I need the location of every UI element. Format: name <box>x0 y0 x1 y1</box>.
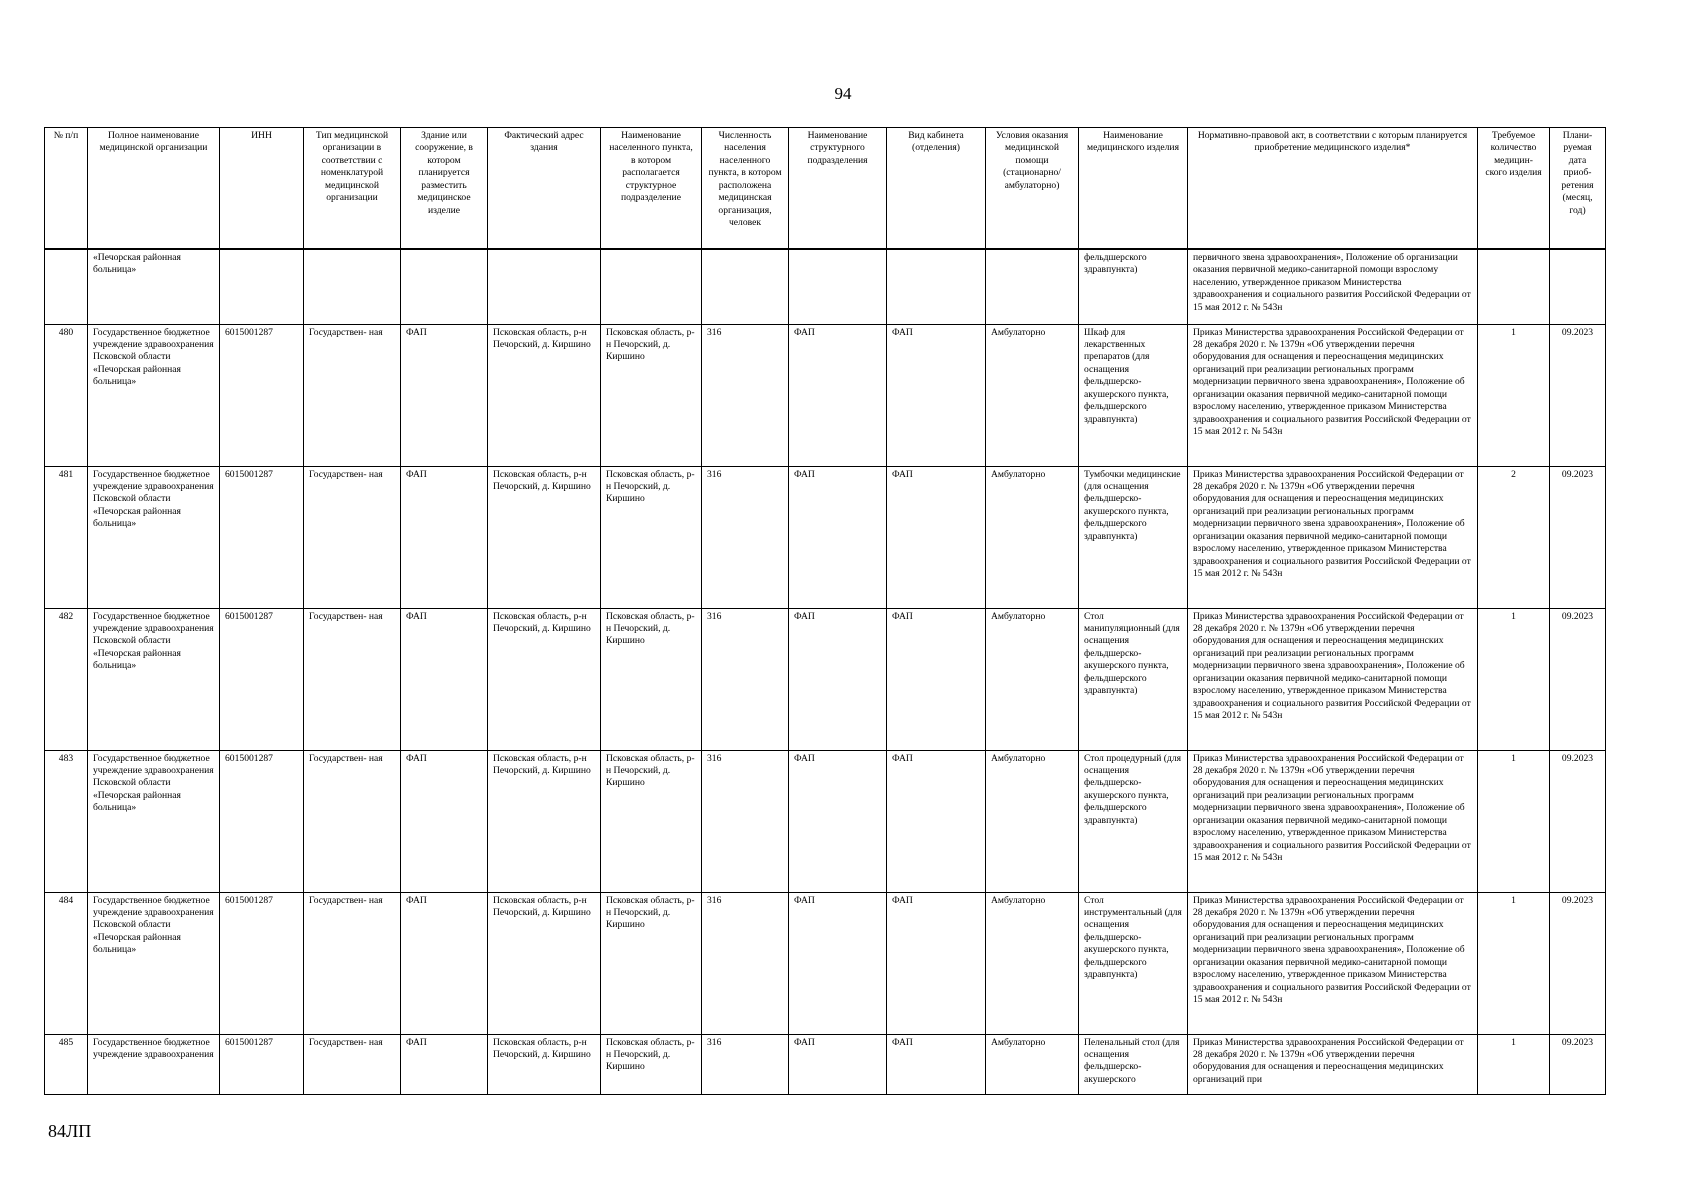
table-cell <box>789 249 887 324</box>
table-cell: Приказ Министерства здравоохранения Российской Федерации от 28 декабря 2020 г. № 1379н «Об утверждении перечня оборудования для оснащения и переоснащения медицинских организаций при реализации региональных программ модернизации первичного звена здравоохранения», Положение об организации оказания первичной медико-санитарной помощи взрослому населению, утвержденное приказом Министерства здравоохранения и социального развития Российской Федерации от 15 мая 2012 г. № 543н <box>1188 466 1478 608</box>
table-cell: 09.2023 <box>1550 750 1606 892</box>
table-cell: 6015001287 <box>220 1034 304 1094</box>
table-cell: Государственное бюджетное учреждение здравоохранения Псковской области «Печорская районная больница» <box>88 750 220 892</box>
header-cell: № п/п <box>45 128 88 250</box>
table-cell <box>488 249 601 324</box>
table-cell: Псковская область, р-н Печорский, д. Киршино <box>601 750 702 892</box>
table-cell: 480 <box>45 324 88 466</box>
table-cell: 484 <box>45 892 88 1034</box>
table-cell <box>702 249 789 324</box>
table-row-continuation <box>45 249 1606 324</box>
table-cell: Государственное бюджетное учреждение здравоохранения <box>88 1034 220 1094</box>
header-cell: Наименование населенного пункта, в котором располагается структурное подразделение <box>601 128 702 250</box>
table-cell: 1 <box>1478 324 1550 466</box>
table-cell: Стол манипуляционный (для оснащения фельдшерско-акушерского пункта, фельдшерского здравпункта) <box>1079 608 1188 750</box>
table-cell: Амбулаторно <box>986 750 1079 892</box>
header-cell: Вид кабинета (отделения) <box>887 128 986 250</box>
header-cell: Плани- руемая дата приоб- ретения (месяц, год) <box>1550 128 1606 250</box>
table-cell: 483 <box>45 750 88 892</box>
table-cell: ФАП <box>887 750 986 892</box>
table-cell: Амбулаторно <box>986 1034 1079 1094</box>
table-cell <box>304 249 401 324</box>
table-cell: Псковская область, р-н Печорский, д. Киршино <box>601 324 702 466</box>
table-cell: Шкаф для лекарственных препаратов (для оснащения фельдшерско-акушерского пункта, фельдшерского здравпункта) <box>1079 324 1188 466</box>
table-cell: 2 <box>1478 466 1550 608</box>
table-cell: Амбулаторно <box>986 892 1079 1034</box>
header-cell: Наименование медицинского изделия <box>1079 128 1188 250</box>
table-cell: Стол процедурный (для оснащения фельдшерско-акушерского пункта, фельдшерского здравпункта) <box>1079 750 1188 892</box>
table-cell: Государственное бюджетное учреждение здравоохранения Псковской области «Печорская районная больница» <box>88 608 220 750</box>
table-cell: «Печорская районная больница» <box>88 249 220 324</box>
table-cell <box>220 249 304 324</box>
table-cell: ФАП <box>789 892 887 1034</box>
table-cell: 316 <box>702 1034 789 1094</box>
table-cell: 6015001287 <box>220 750 304 892</box>
table-row <box>45 466 1606 608</box>
table-cell: 6015001287 <box>220 608 304 750</box>
table-cell <box>1478 249 1550 324</box>
table-cell: Тумбочки медицинские (для оснащения фельдшерско-акушерского пункта, фельдшерского здравпункта) <box>1079 466 1188 608</box>
table-cell: Псковская область, р-н Печорский, д. Киршино <box>601 1034 702 1094</box>
table-cell <box>401 249 488 324</box>
table-cell: 316 <box>702 466 789 608</box>
table-row <box>45 1034 1606 1094</box>
table-cell: Приказ Министерства здравоохранения Российской Федерации от 28 декабря 2020 г. № 1379н «Об утверждении перечня оборудования для оснащения и переоснащения медицинских организаций при <box>1188 1034 1478 1094</box>
header-cell: Нормативно-правовой акт, в соответствии с которым планируется приобретение медицинского изделия* <box>1188 128 1478 250</box>
table-cell: 09.2023 <box>1550 892 1606 1034</box>
table-cell <box>1550 249 1606 324</box>
table-header-row <box>45 128 1606 250</box>
table-cell: 485 <box>45 1034 88 1094</box>
table-cell: 09.2023 <box>1550 324 1606 466</box>
table-cell: Приказ Министерства здравоохранения Российской Федерации от 28 декабря 2020 г. № 1379н «Об утверждении перечня оборудования для оснащения и переоснащения медицинских организаций при реализации региональных программ модернизации первичного звена здравоохранения», Положение об организации оказания первичной медико-санитарной помощи взрослому населению, утвержденное приказом Министерства здравоохранения и социального развития Российской Федерации от 15 мая 2012 г. № 543н <box>1188 324 1478 466</box>
table-cell: Государствен- ная <box>304 892 401 1034</box>
table-body <box>45 249 1606 1094</box>
table-cell: Приказ Министерства здравоохранения Российской Федерации от 28 декабря 2020 г. № 1379н «Об утверждении перечня оборудования для оснащения и переоснащения медицинских организаций при реализации региональных программ модернизации первичного звена здравоохранения», Положение об организации оказания первичной медико-санитарной помощи взрослому населению, утвержденное приказом Министерства здравоохранения и социального развития Российской Федерации от 15 мая 2012 г. № 543н <box>1188 750 1478 892</box>
table-cell: 6015001287 <box>220 892 304 1034</box>
table-cell: 09.2023 <box>1550 466 1606 608</box>
table-cell: ФАП <box>887 466 986 608</box>
table-cell: 09.2023 <box>1550 608 1606 750</box>
table-cell: ФАП <box>887 324 986 466</box>
table-cell: Псковская область, р-н Печорский, д. Киршино <box>601 466 702 608</box>
table-cell: ФАП <box>789 1034 887 1094</box>
page-number: 94 <box>834 84 852 103</box>
table-cell: ФАП <box>887 608 986 750</box>
table-cell: Государствен- ная <box>304 466 401 608</box>
table-cell: Псковская область, р-н Печорский, д. Киршино <box>488 608 601 750</box>
table-cell: 316 <box>702 892 789 1034</box>
table-cell <box>887 249 986 324</box>
table-cell <box>45 249 88 324</box>
table-cell: 316 <box>702 608 789 750</box>
table-cell: 6015001287 <box>220 324 304 466</box>
table-cell: ФАП <box>789 324 887 466</box>
table-cell: Псковская область, р-н Печорский, д. Киршино <box>488 1034 601 1094</box>
footer-code: 84ЛП <box>48 1121 92 1141</box>
table-cell: 1 <box>1478 892 1550 1034</box>
table-cell: ФАП <box>887 892 986 1034</box>
table-cell: Амбулаторно <box>986 608 1079 750</box>
table-cell: Государственное бюджетное учреждение здравоохранения Псковской области «Печорская районная больница» <box>88 466 220 608</box>
table-cell: Амбулаторно <box>986 466 1079 608</box>
table-cell: ФАП <box>789 466 887 608</box>
table-cell: Стол инструментальный (для оснащения фельдшерско-акушерского пункта, фельдшерского здравпункта) <box>1079 892 1188 1034</box>
table-cell: 316 <box>702 750 789 892</box>
table-cell: 6015001287 <box>220 466 304 608</box>
table-cell: Государствен- ная <box>304 324 401 466</box>
table-cell: Государствен- ная <box>304 750 401 892</box>
table-cell: Псковская область, р-н Печорский, д. Киршино <box>488 750 601 892</box>
table-cell: Государственное бюджетное учреждение здравоохранения Псковской области «Печорская районная больница» <box>88 892 220 1034</box>
table-cell: Псковская область, р-н Печорский, д. Киршино <box>488 324 601 466</box>
table-row <box>45 608 1606 750</box>
table-cell: ФАП <box>887 1034 986 1094</box>
table-row <box>45 324 1606 466</box>
table-cell: 481 <box>45 466 88 608</box>
table-cell: Государствен- ная <box>304 608 401 750</box>
header-cell: Здание или сооружение, в котором планируется разместить медицинское изделие <box>401 128 488 250</box>
table-cell: 1 <box>1478 750 1550 892</box>
table-cell: 1 <box>1478 608 1550 750</box>
header-cell: ИНН <box>220 128 304 250</box>
header-cell: Численность населения населенного пункта, в котором расположена медицинская организация, человек <box>702 128 789 250</box>
table-cell: фельдшерского здравпункта) <box>1079 249 1188 324</box>
table-cell: ФАП <box>789 750 887 892</box>
table-cell: Амбулаторно <box>986 324 1079 466</box>
header-cell: Тип медицинской организации в соответствии с номенклатурой медицинской организации <box>304 128 401 250</box>
table-cell: Приказ Министерства здравоохранения Российской Федерации от 28 декабря 2020 г. № 1379н «Об утверждении перечня оборудования для оснащения и переоснащения медицинских организаций при реализации региональных программ модернизации первичного звена здравоохранения», Положение об организации оказания первичной медико-санитарной помощи взрослому населению, утвержденное приказом Министерства здравоохранения и социального развития Российской Федерации от 15 мая 2012 г. № 543н <box>1188 892 1478 1034</box>
header-cell: Полное наименование медицинской организации <box>88 128 220 250</box>
table-cell: 09.2023 <box>1550 1034 1606 1094</box>
table-cell <box>601 249 702 324</box>
table-cell: Государственное бюджетное учреждение здравоохранения Псковской области «Печорская районная больница» <box>88 324 220 466</box>
table-cell: 1 <box>1478 1034 1550 1094</box>
header-cell: Наименование структурного подразделения <box>789 128 887 250</box>
table-cell: ФАП <box>401 324 488 466</box>
table-cell: Псковская область, р-н Печорский, д. Киршино <box>601 608 702 750</box>
table-cell: Государствен- ная <box>304 1034 401 1094</box>
table-cell: Пеленальный стол (для оснащения фельдшерско-акушерского <box>1079 1034 1188 1094</box>
table-cell: ФАП <box>401 750 488 892</box>
header-cell: Требуемое количество медицин- ского изделия <box>1478 128 1550 250</box>
table-cell: Псковская область, р-н Печорский, д. Киршино <box>488 892 601 1034</box>
table-row <box>45 750 1606 892</box>
table-cell: Псковская область, р-н Печорский, д. Киршино <box>488 466 601 608</box>
table-cell: ФАП <box>401 608 488 750</box>
table-cell <box>986 249 1079 324</box>
header-cell: Фактический адрес здания <box>488 128 601 250</box>
equipment-table <box>44 127 1606 1095</box>
table-cell: первичного звена здравоохранения», Положение об организации оказания первичной медико-санитарной помощи взрослому населению, утвержденное приказом Министерства здравоохранения и социального развития Российской Федерации от 15 мая 2012 г. № 543н <box>1188 249 1478 324</box>
table-cell: ФАП <box>401 892 488 1034</box>
table-cell: ФАП <box>401 466 488 608</box>
table-cell: ФАП <box>789 608 887 750</box>
table-cell: Псковская область, р-н Печорский, д. Киршино <box>601 892 702 1034</box>
table-cell: 316 <box>702 324 789 466</box>
header-cell: Условия оказания медицинской помощи (стационарно/ амбулаторно) <box>986 128 1079 250</box>
table-cell: Приказ Министерства здравоохранения Российской Федерации от 28 декабря 2020 г. № 1379н «Об утверждении перечня оборудования для оснащения и переоснащения медицинских организаций при реализации региональных программ модернизации первичного звена здравоохранения», Положение об организации оказания первичной медико-санитарной помощи взрослому населению, утвержденное приказом Министерства здравоохранения и социального развития Российской Федерации от 15 мая 2012 г. № 543н <box>1188 608 1478 750</box>
table-cell: 482 <box>45 608 88 750</box>
table-row <box>45 892 1606 1034</box>
table-cell: ФАП <box>401 1034 488 1094</box>
